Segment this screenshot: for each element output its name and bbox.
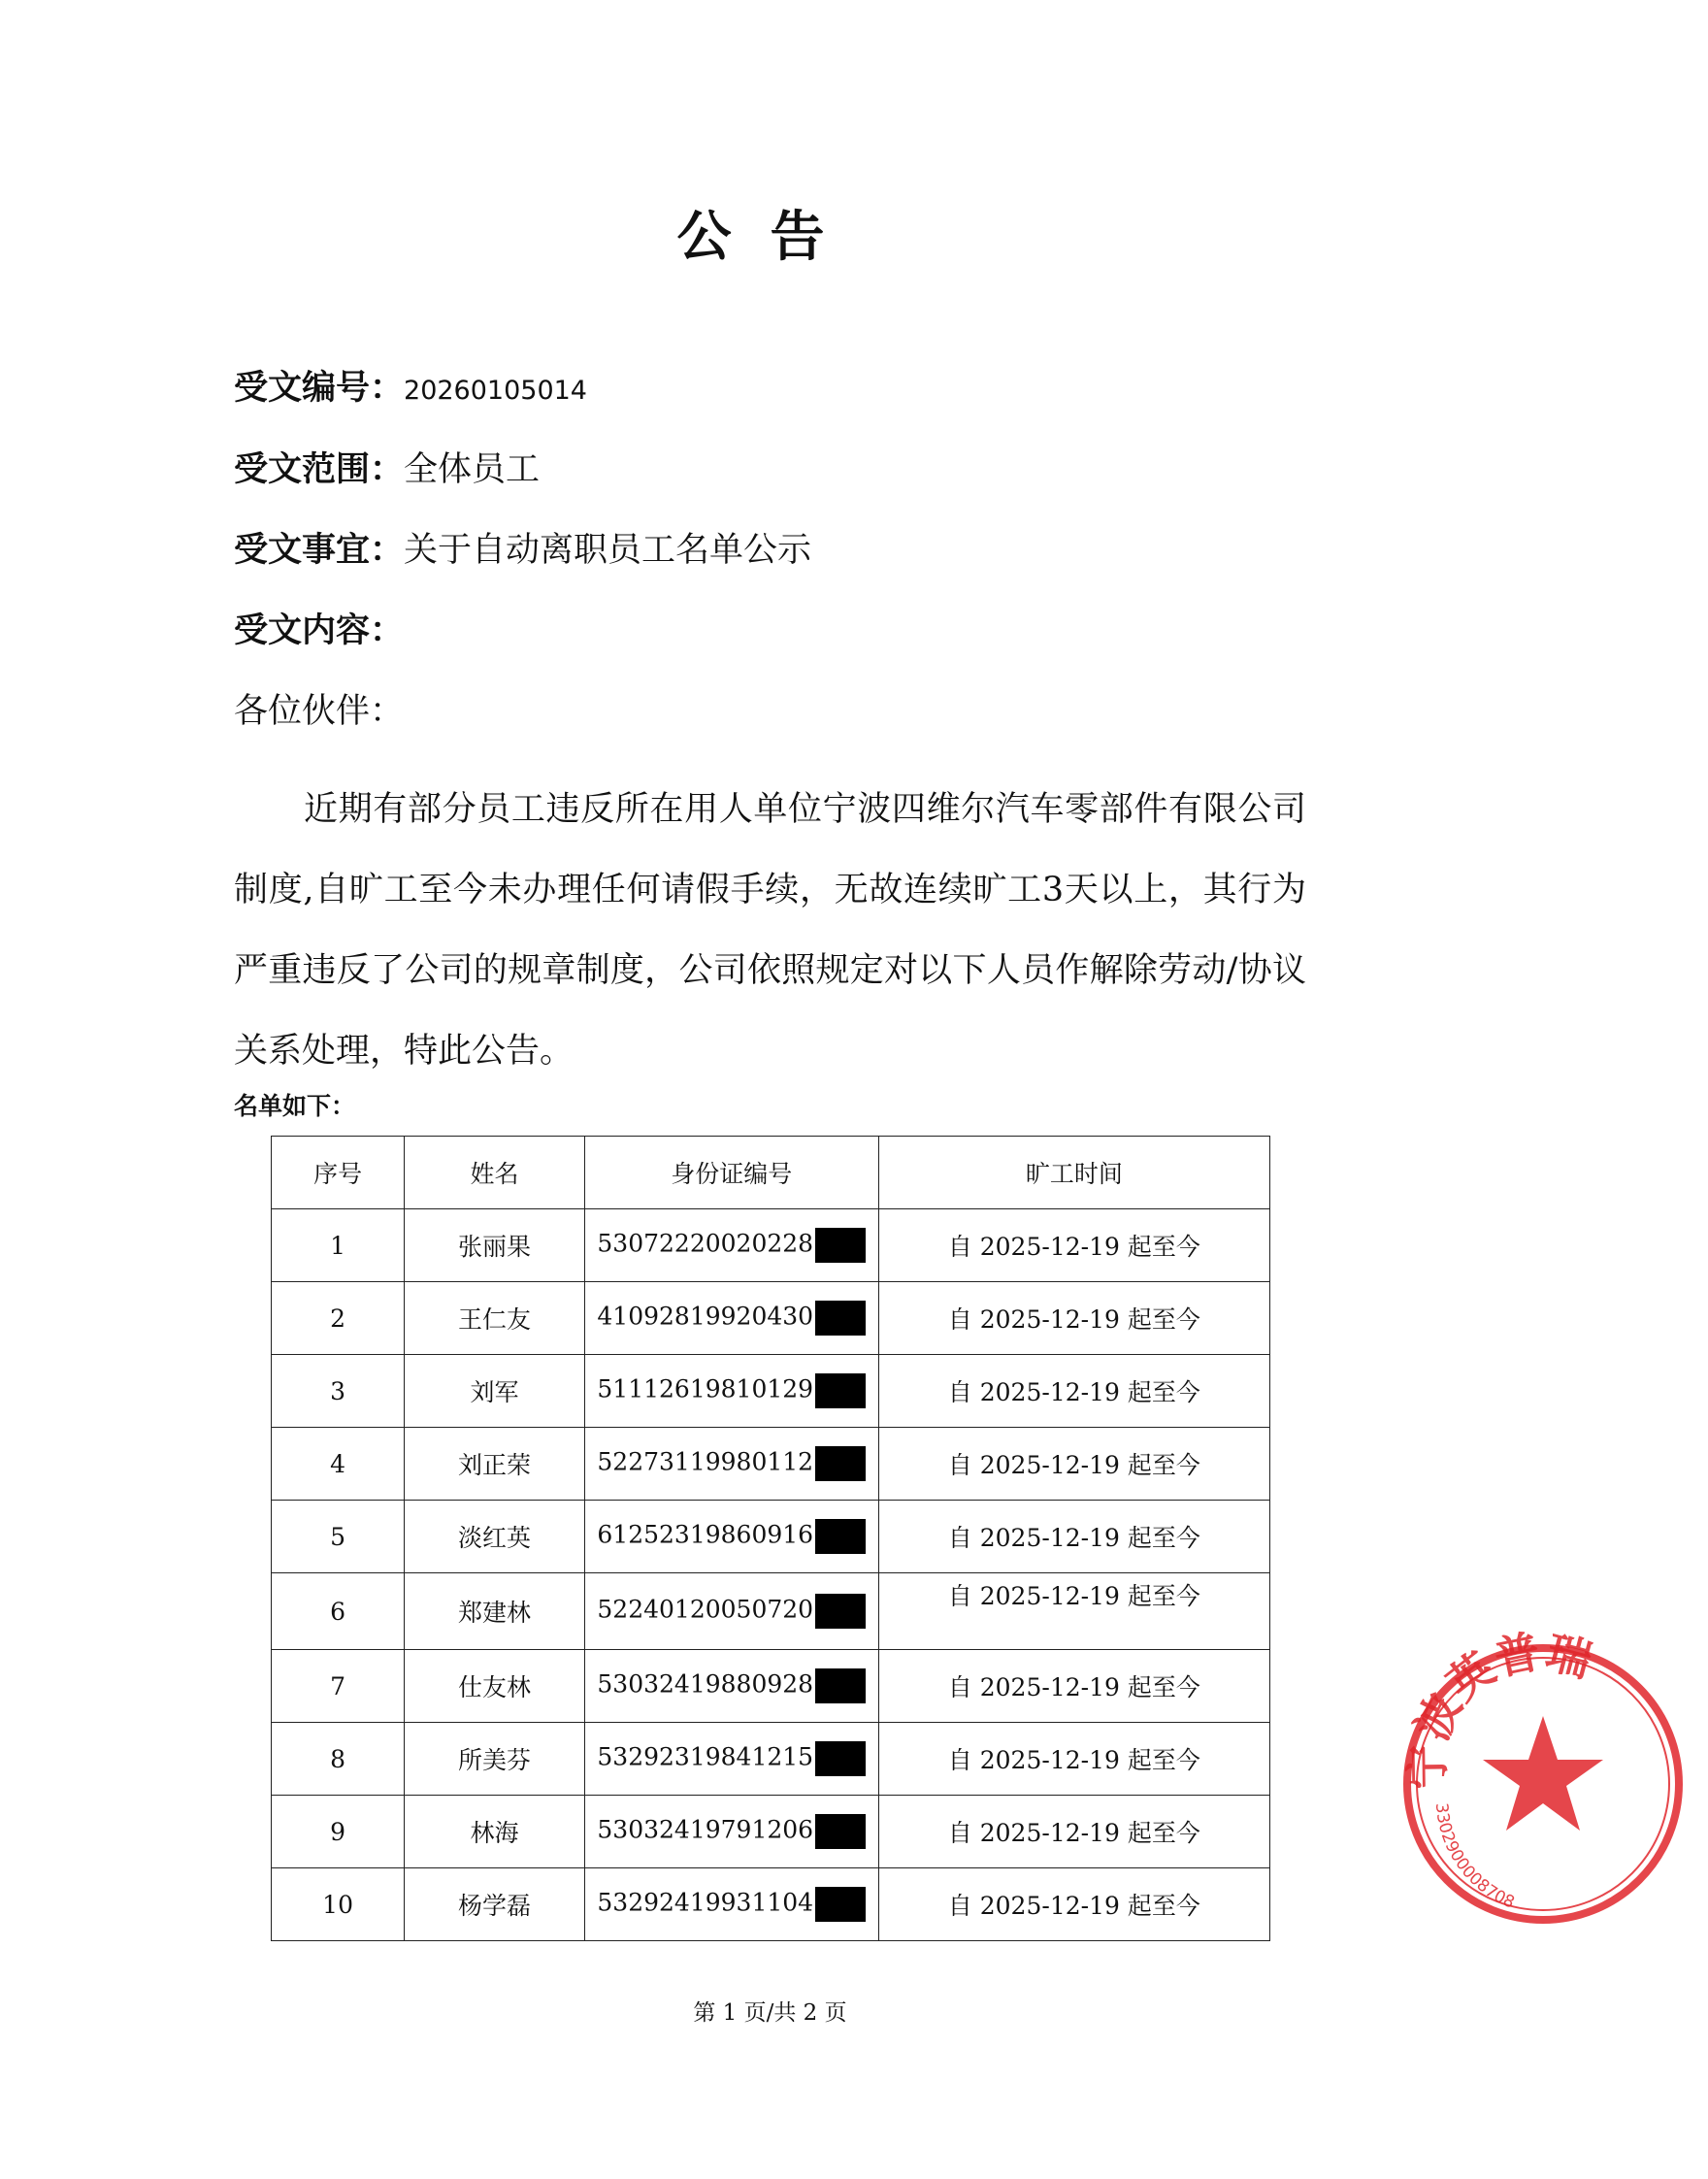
table-row	[272, 1573, 1270, 1650]
table-row	[272, 1796, 1270, 1868]
doc-number-value: 20260105014	[404, 376, 587, 406]
doc-scope-label: 受文范围：	[234, 450, 405, 489]
stamp-text: 宁波英普瑞	[1400, 1625, 1597, 1790]
cell-time: 自 2025-12-19 起至今	[878, 1282, 1269, 1355]
table-row	[272, 1650, 1270, 1723]
id-number-text: 41092819920430	[597, 1302, 814, 1331]
cell-name: 淡红英	[405, 1501, 585, 1573]
cell-name: 仕友林	[405, 1650, 585, 1723]
list-label: 名单如下：	[234, 1092, 356, 1120]
redaction-block	[815, 1373, 866, 1408]
doc-scope-value: 全体员工	[404, 450, 541, 489]
cell-no: 8	[272, 1723, 405, 1796]
redaction-block	[815, 1887, 866, 1922]
cell-name: 杨学磊	[405, 1868, 585, 1941]
cell-id	[584, 1428, 878, 1501]
absentee-table	[271, 1136, 1270, 1941]
page-footer: 第 1 页/共 2 页	[693, 2000, 847, 2026]
id-number-text: 52273119980112	[597, 1447, 814, 1476]
cell-id	[584, 1868, 878, 1941]
cell-no: 9	[272, 1796, 405, 1868]
cell-id	[584, 1650, 878, 1723]
header-no: 序号	[272, 1137, 405, 1209]
cell-id	[584, 1501, 878, 1573]
id-number-text: 53292319841215	[597, 1742, 814, 1771]
cell-time: 自 2025-12-19 起至今	[878, 1868, 1269, 1941]
id-number-text: 53032419791206	[597, 1815, 814, 1844]
cell-id	[584, 1355, 878, 1428]
greeting: 各位伙伴：	[234, 692, 405, 731]
cell-name: 王仁友	[405, 1282, 585, 1355]
id-number-text: 52240120050720	[597, 1595, 814, 1624]
cell-name: 郑建林	[405, 1573, 585, 1650]
table-row	[272, 1501, 1270, 1573]
header-name: 姓名	[405, 1137, 585, 1209]
cell-time: 自 2025-12-19 起至今	[878, 1796, 1269, 1868]
cell-id	[584, 1796, 878, 1868]
cell-name: 刘正荣	[405, 1428, 585, 1501]
redaction-block	[815, 1519, 866, 1554]
doc-scope-line	[234, 446, 540, 494]
cell-time: 自 2025-12-19 起至今	[878, 1355, 1269, 1428]
table-row	[272, 1209, 1270, 1282]
doc-number-label: 受文编号：	[234, 369, 405, 408]
company-seal-stamp	[1378, 1619, 1708, 1949]
header-time: 旷工时间	[878, 1137, 1269, 1209]
stamp-star	[1483, 1716, 1603, 1831]
table-header-row	[272, 1137, 1270, 1209]
cell-name: 林海	[405, 1796, 585, 1868]
table-row	[272, 1282, 1270, 1355]
doc-content-line	[234, 607, 404, 655]
id-number-text: 61252319860916	[597, 1520, 814, 1549]
cell-time: 自 2025-12-19 起至今	[878, 1209, 1269, 1282]
cell-no: 7	[272, 1650, 405, 1723]
doc-number-line	[234, 364, 587, 413]
cell-time: 自 2025-12-19 起至今	[878, 1573, 1269, 1650]
cell-name: 张丽果	[405, 1209, 585, 1282]
redaction-block	[815, 1594, 866, 1629]
redaction-block	[815, 1814, 866, 1849]
id-number-text: 53032419880928	[597, 1669, 814, 1699]
redaction-block	[815, 1228, 866, 1263]
cell-no: 4	[272, 1428, 405, 1501]
cell-name: 所美芬	[405, 1723, 585, 1796]
doc-content-label: 受文内容：	[234, 611, 405, 650]
table-body	[272, 1209, 1270, 1941]
redaction-block	[815, 1446, 866, 1481]
stamp-code: 3302900008708	[1430, 1801, 1518, 1913]
id-number-text: 53072220020228	[597, 1229, 814, 1258]
cell-no: 1	[272, 1209, 405, 1282]
redaction-block	[815, 1301, 866, 1336]
cell-id	[584, 1573, 878, 1650]
redaction-block	[815, 1741, 866, 1776]
cell-no: 10	[272, 1868, 405, 1941]
id-number-text: 51112619810129	[597, 1374, 814, 1403]
cell-time: 自 2025-12-19 起至今	[878, 1428, 1269, 1501]
id-number-text: 53292419931104	[597, 1888, 814, 1917]
cell-id	[584, 1723, 878, 1796]
doc-matter-value: 关于自动离职员工名单公示	[404, 531, 812, 570]
cell-no: 3	[272, 1355, 405, 1428]
table-row	[272, 1868, 1270, 1941]
table-row	[272, 1723, 1270, 1796]
cell-name: 刘军	[405, 1355, 585, 1428]
body-paragraph: 近期有部分员工违反所在用人单位宁波四维尔汽车零部件有限公司制度,自旷工至今未办理任何请假手续，无故连续旷工3天以上，其行为严重违反了公司的规章制度，公司依照规定对以下人员作解除劳动/协议关系处理，特此公告。	[234, 790, 1306, 1071]
table-row	[272, 1355, 1270, 1428]
cell-no: 5	[272, 1501, 405, 1573]
stamp-code-path	[1431, 1802, 1518, 1913]
cell-time: 自 2025-12-19 起至今	[878, 1501, 1269, 1573]
cell-no: 2	[272, 1282, 405, 1355]
cell-id	[584, 1209, 878, 1282]
redaction-block	[815, 1668, 866, 1703]
cell-time: 自 2025-12-19 起至今	[878, 1723, 1269, 1796]
cell-id	[584, 1282, 878, 1355]
cell-time: 自 2025-12-19 起至今	[878, 1650, 1269, 1723]
header-id: 身份证编号	[584, 1137, 878, 1209]
table-row	[272, 1428, 1270, 1501]
doc-matter-label: 受文事宜：	[234, 531, 405, 570]
cell-no: 6	[272, 1573, 405, 1650]
doc-matter-line	[234, 526, 811, 575]
page-title: 公告	[676, 206, 864, 269]
